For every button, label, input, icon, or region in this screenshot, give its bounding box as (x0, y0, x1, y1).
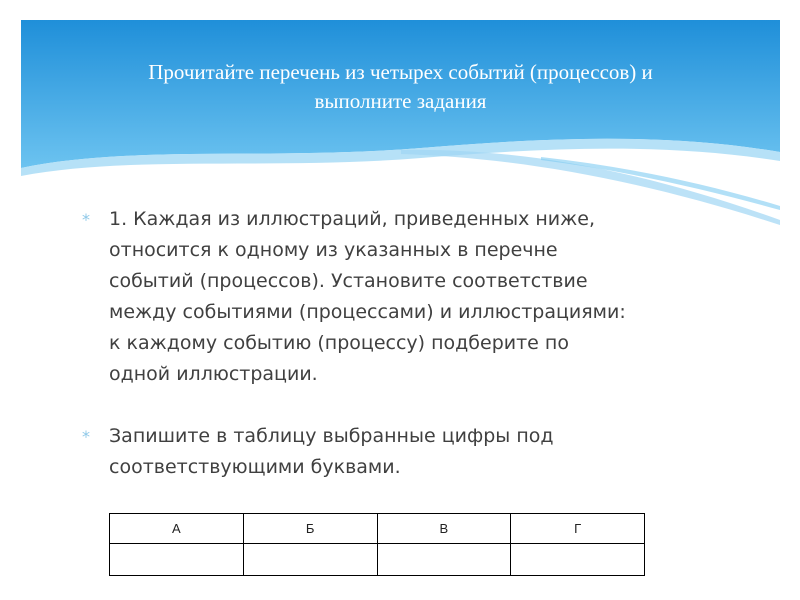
table-header-cell: Б (243, 514, 377, 544)
table-answer-cell[interactable] (377, 544, 511, 576)
table-header-row (110, 514, 645, 544)
bullet-item-2 (82, 421, 742, 483)
title-line-2: выполните задания (314, 89, 487, 113)
wave-background (21, 20, 780, 225)
table-answer-cell[interactable] (511, 544, 645, 576)
table-answer-cell[interactable] (110, 544, 244, 576)
slide-title (41, 58, 760, 116)
bullet-line: событий (процессов). Установите соответствие (109, 270, 588, 292)
title-line-1: Прочитайте перечень из четырех событий (процессов) и (148, 60, 653, 84)
bullet-line: к каждому событию (процессу) подберите по (109, 332, 569, 354)
table-answer-cell[interactable] (243, 544, 377, 576)
bullet-line: 1. Каждая из иллюстраций, приведенных ниже, (109, 208, 596, 230)
bullet-list (82, 204, 742, 483)
table-row (110, 544, 645, 576)
bullet-line: между событиями (процессами) и иллюстрациями: (109, 301, 626, 323)
table-header-cell: В (377, 514, 511, 544)
table-header-cell: Г (511, 514, 645, 544)
bullet-line: одной иллюстрации. (109, 363, 318, 385)
title-banner (21, 20, 780, 225)
bullet-marker: * (82, 427, 90, 446)
table-header-cell: А (110, 514, 244, 544)
bullet-line: относится к одному из указанных в перечне (109, 239, 558, 261)
bullet-line: соответствующими буквами. (109, 456, 401, 478)
answer-table (109, 513, 645, 576)
bullet-item-1 (82, 204, 742, 390)
bullet-line: Запишите в таблицу выбранные цифры под (109, 425, 554, 447)
bullet-marker: * (82, 210, 90, 229)
